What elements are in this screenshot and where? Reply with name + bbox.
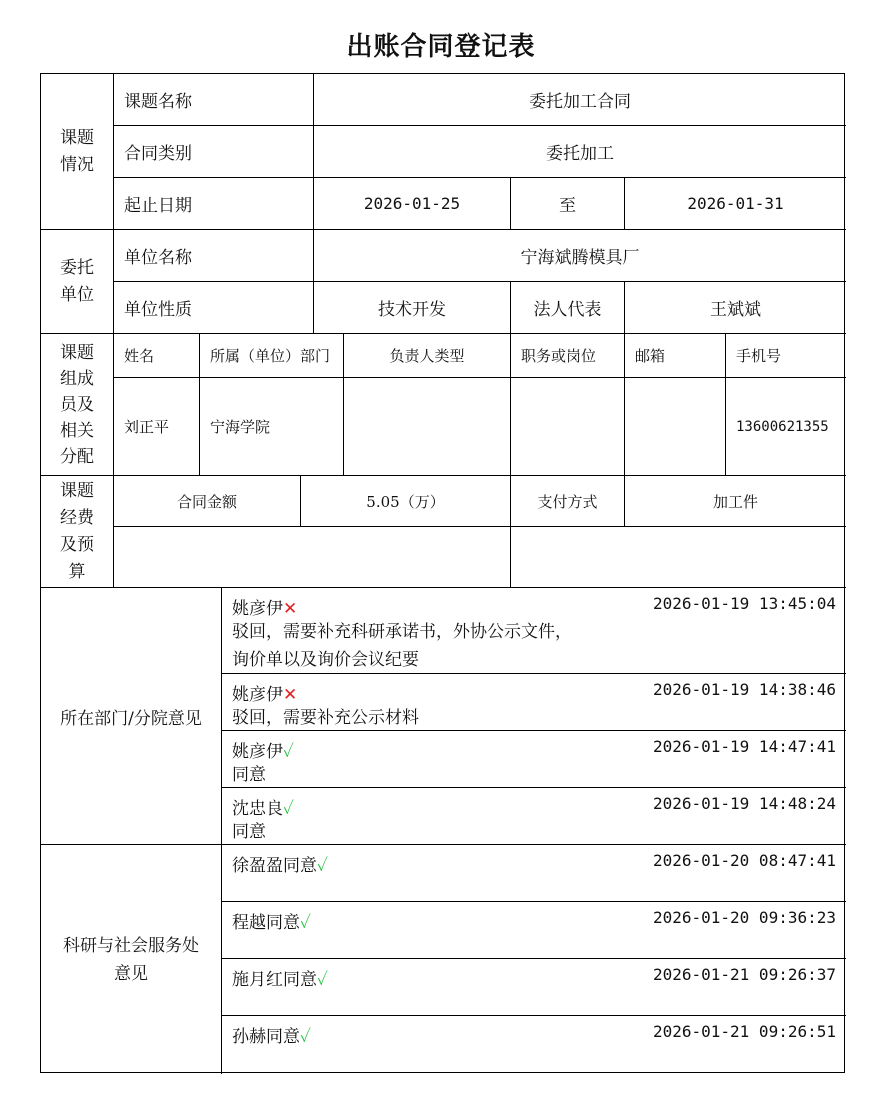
- opinion-message: 驳回，需要补充公示材料: [232, 708, 419, 728]
- approver-name-text: 姚彦伊: [232, 742, 283, 762]
- check-icon: ✓: [300, 913, 311, 933]
- member-email: [625, 378, 726, 476]
- opinion-timestamp: 2026-01-21 09:26:51: [652, 1022, 836, 1041]
- members-section-label-line1: 课题: [60, 342, 94, 363]
- research-opinion-entry: [222, 959, 846, 1016]
- project-type-value: 委托加工: [314, 126, 846, 178]
- member-phone: 13600621355: [726, 378, 846, 476]
- approver-name-text: 沈忠良: [232, 799, 283, 819]
- project-name-value: 委托加工合同: [314, 74, 846, 126]
- client-nature-label: 单位性质: [114, 282, 314, 334]
- members-section-label-line5: 分配: [60, 446, 94, 467]
- member-name: 刘正平: [114, 378, 200, 476]
- project-type-label: 合同类别: [114, 126, 314, 178]
- check-icon: ✓: [317, 856, 328, 876]
- col-header-email: 邮箱: [625, 334, 726, 378]
- opinion-timestamp: 2026-01-20 09:36:23: [652, 908, 836, 927]
- client-section-label-line2: 单位: [60, 284, 94, 305]
- research-opinion-label-line2: 意见: [114, 963, 148, 984]
- client-name-value: 宁海斌腾模具厂: [314, 230, 846, 282]
- opinion-timestamp: 2026-01-20 08:47:41: [652, 851, 836, 870]
- dept-opinion-entry: [222, 588, 846, 674]
- approver-name-text: 程越同意: [232, 913, 300, 933]
- approver-name-text: 姚彦伊: [232, 599, 283, 619]
- legal-rep-label: 法人代表: [511, 282, 625, 334]
- dept-opinion-label: 所在部门/分院意见: [41, 588, 222, 845]
- approver-name-text: 姚彦伊: [232, 685, 283, 705]
- start-date: 2026-01-25: [314, 178, 511, 230]
- opinion-message: 同意: [232, 765, 266, 785]
- check-icon: ✓: [317, 970, 328, 990]
- client-nature-value: 技术开发: [314, 282, 511, 334]
- approver-name-text: 施月红同意: [232, 970, 317, 990]
- budget-section-label-line1: 课题: [60, 480, 94, 501]
- research-opinion-entry: [222, 1016, 846, 1073]
- end-date: 2026-01-31: [625, 178, 846, 230]
- project-section-label-line2: 情况: [60, 154, 94, 175]
- budget-section-label: [41, 476, 114, 588]
- check-icon: ✓: [300, 1027, 311, 1047]
- research-opinion-entry: [222, 902, 846, 959]
- opinion-timestamp: 2026-01-19 13:45:04: [652, 594, 836, 613]
- research-opinion-label: [41, 845, 222, 1074]
- member-department: 宁海学院: [200, 378, 344, 476]
- page-title: 出账合同登记表: [346, 32, 536, 62]
- client-section-label-line1: 委托: [60, 257, 94, 278]
- dept-opinion-entry: [222, 674, 846, 731]
- members-section-label-line2: 组成: [60, 368, 94, 389]
- opinion-timestamp: 2026-01-19 14:38:46: [652, 680, 836, 699]
- amount-label: 合同金额: [114, 476, 301, 527]
- member-leader-type: [344, 378, 511, 476]
- approver-name: [232, 594, 297, 619]
- col-header-phone: 手机号: [726, 334, 846, 378]
- opinion-message: 同意: [232, 822, 266, 842]
- date-separator: 至: [511, 178, 625, 230]
- approver-name: [232, 851, 328, 876]
- dept-opinion-entry: [222, 731, 846, 788]
- members-section-label-line3: 员及: [60, 394, 94, 415]
- col-header-name: 姓名: [114, 334, 200, 378]
- research-opinion-label-line1: 科研与社会服务处: [63, 935, 199, 956]
- opinion-timestamp: 2026-01-19 14:47:41: [652, 737, 836, 756]
- col-header-leader-type: 负责人类型: [344, 334, 511, 378]
- amount-value: 5.05（万）: [301, 476, 511, 527]
- members-section-label: [41, 334, 114, 476]
- project-section-label: [41, 74, 114, 230]
- budget-blank-right: [511, 527, 846, 588]
- approver-name-text: 徐盈盈同意: [232, 856, 317, 876]
- dept-opinion-entry: [222, 788, 846, 845]
- approver-name-text: 孙赫同意: [232, 1027, 300, 1047]
- reject-icon: ✕: [283, 599, 298, 619]
- approver-name: [232, 1022, 311, 1047]
- date-range-label: 起止日期: [114, 178, 314, 230]
- approver-name: [232, 680, 297, 705]
- client-name-label: 单位名称: [114, 230, 314, 282]
- approver-name: [232, 965, 328, 990]
- col-header-position: 职务或岗位: [511, 334, 625, 378]
- opinion-timestamp: 2026-01-21 09:26:37: [652, 965, 836, 984]
- budget-section-label-line3: 及预: [60, 534, 94, 555]
- approver-name: [232, 794, 294, 819]
- project-section-label-line1: 课题: [60, 127, 94, 148]
- research-opinion-entry: [222, 845, 846, 902]
- legal-rep-value: 王斌斌: [625, 282, 846, 334]
- member-position: [511, 378, 625, 476]
- registration-table: [40, 73, 845, 1073]
- check-icon: ✓: [283, 742, 294, 762]
- payment-method-label: 支付方式: [511, 476, 625, 527]
- approver-name: [232, 908, 311, 933]
- opinion-message: 驳回，需要补充科研承诺书，外协公示文件，询价单以及询价会议纪要: [232, 622, 572, 670]
- col-header-department: 所属（单位）部门: [200, 334, 344, 378]
- client-section-label: [41, 230, 114, 334]
- budget-blank-left: [114, 527, 511, 588]
- check-icon: ✓: [283, 799, 294, 819]
- reject-icon: ✕: [283, 685, 298, 705]
- payment-method-value: 加工件: [625, 476, 846, 527]
- members-section-label-line4: 相关: [60, 420, 94, 441]
- approver-name: [232, 737, 294, 762]
- project-name-label: 课题名称: [114, 74, 314, 126]
- opinion-timestamp: 2026-01-19 14:48:24: [652, 794, 836, 813]
- budget-section-label-line4: 算: [68, 561, 86, 582]
- budget-section-label-line2: 经费: [60, 507, 94, 528]
